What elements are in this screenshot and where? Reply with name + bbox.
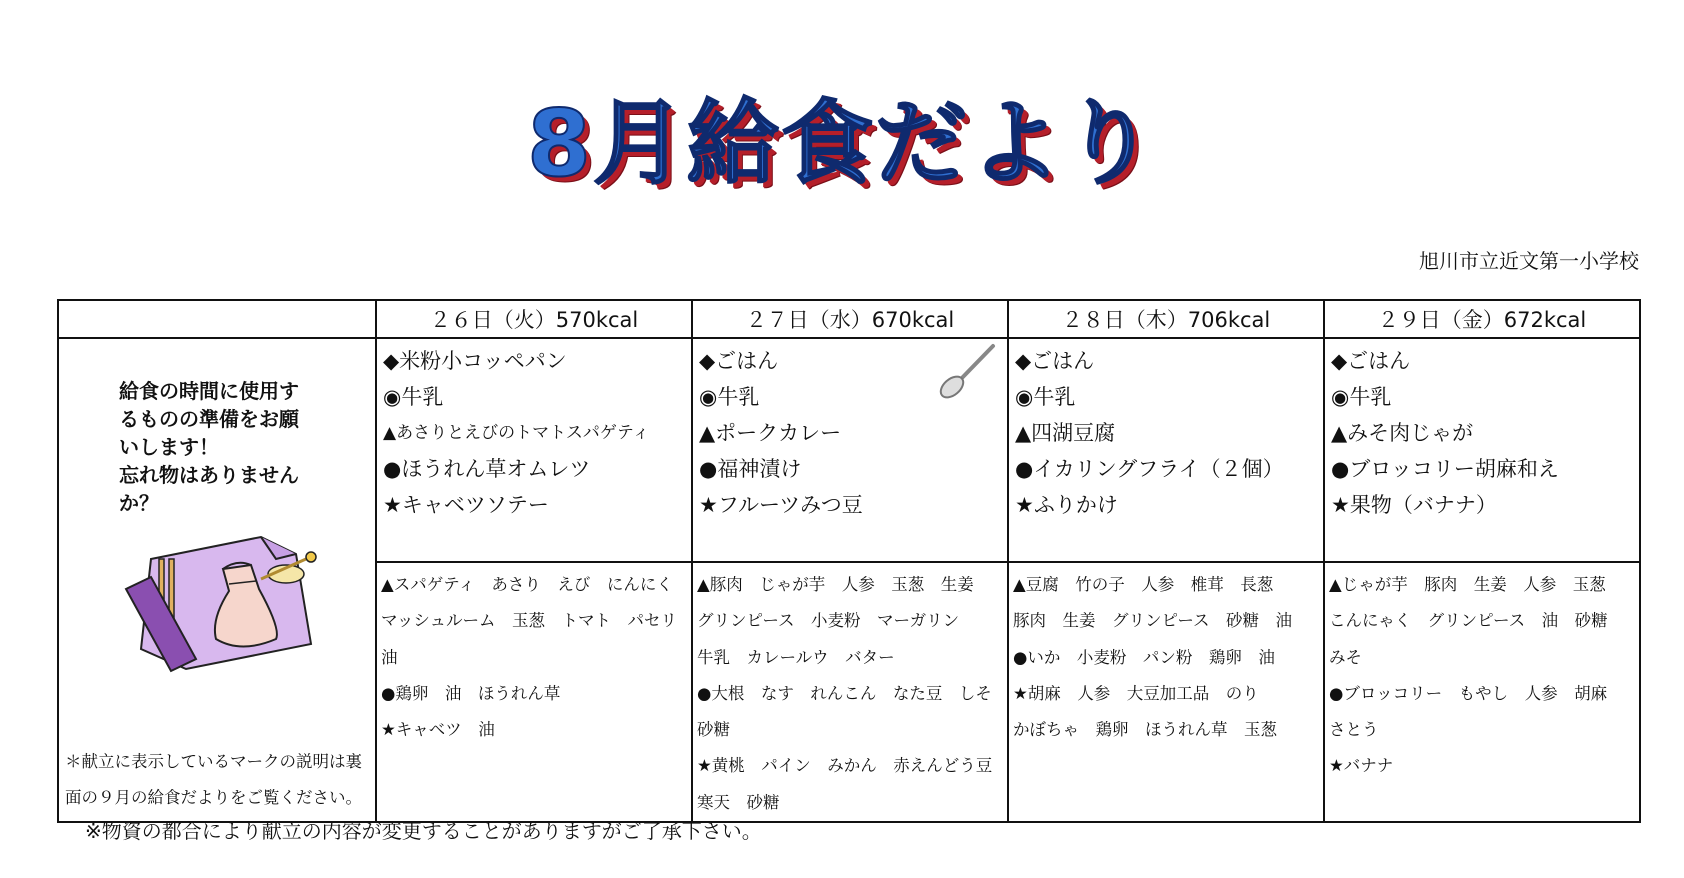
napkin-chopsticks-illustration: [111, 529, 331, 683]
ingredient-line: 牛乳 カレールウ バター: [697, 647, 895, 667]
header-row: [58, 300, 1640, 338]
ingredient-line: 豚肉 生姜 グリンピース 砂糖 油: [1013, 611, 1293, 631]
supply-change-notice: ※物資の都合により献立の内容が変更することがありますがご了承下さい。: [85, 819, 762, 843]
reminder-text: 給食の時間に使用す るものの準備をお願 いします！ 忘れ物はありません か？: [119, 379, 299, 515]
dishes-cell-29: [1324, 338, 1640, 562]
ingredient-line: 油: [381, 647, 398, 667]
mark-explanation-note: [65, 744, 362, 816]
dish-item: ◆ごはん: [1015, 349, 1095, 373]
school-name: 旭川市立近文第一小学校: [1419, 249, 1639, 273]
dish-item: ★ふりかけ: [1015, 493, 1118, 517]
ingredient-line: かぼちゃ 鶏卵 ほうれん草 玉葱: [1013, 720, 1277, 740]
dish-item: ★果物（バナナ）: [1331, 493, 1497, 517]
ingredient-line: ●ブロッコリー もやし 人参 胡麻: [1329, 683, 1608, 703]
mark-note-line: 面の９月の給食だよりをご覧ください。: [65, 788, 362, 807]
mark-note-line: ＊献立に表示しているマークの説明は裏: [65, 752, 362, 771]
ingredient-line: みそ: [1329, 647, 1362, 667]
dish-item: ●ほうれん草オムレツ: [383, 457, 591, 481]
menu-table: [57, 299, 1641, 823]
dish-item: ★キャベツソテー: [383, 493, 549, 517]
dish-item: ★フルーツみつ豆: [699, 493, 863, 517]
dish-item: ●イカリングフライ（２個）: [1015, 457, 1284, 481]
ingredient-line: 砂糖: [697, 720, 730, 740]
dishes-cell-26: [376, 338, 692, 562]
dish-item: ◉牛乳: [699, 385, 760, 409]
dish-item: ◉牛乳: [1015, 385, 1076, 409]
dish-item: ●ブロッコリー胡麻和え: [1331, 457, 1559, 481]
ingredient-line: マッシュルーム 玉葱 トマト パセリ: [381, 611, 678, 631]
side-note-cell: [58, 338, 376, 822]
dishes-row: [58, 338, 1640, 562]
dish-item: ◆ごはん: [699, 349, 779, 373]
dish-item: ▲みそ肉じゃが: [1331, 421, 1474, 445]
ingredients-cell-28: [1008, 562, 1324, 822]
ingredients-cell-26: [376, 562, 692, 822]
ingredient-line: ▲豚肉 じゃが芋 人参 玉葱 生姜: [697, 575, 974, 594]
ingredient-line: ★バナナ: [1329, 756, 1394, 776]
ingredient-line: グリンピース 小麦粉 マーガリン: [697, 611, 960, 631]
dish-item: ◆米粉小コッペパン: [383, 349, 567, 373]
ingredient-line: ★胡麻 人参 大豆加工品 のり: [1013, 683, 1259, 703]
day-header-28: ２８日（木）706kcal: [1008, 300, 1324, 338]
spoon-icon: [937, 341, 1001, 405]
day-header-29: ２９日（金）672kcal: [1324, 300, 1640, 338]
day-header-27: ２７日（水）670kcal: [692, 300, 1008, 338]
ingredient-line: 寒天 砂糖: [697, 792, 780, 812]
ingredient-line: ★キャベツ 油: [381, 720, 495, 740]
page-title: 8月給食だより: [526, 90, 1157, 197]
dishes-cell-28: [1008, 338, 1324, 562]
dish-item: ◆ごはん: [1331, 349, 1411, 373]
ingredient-line: ●いか 小麦粉 パン粉 鶏卵 油: [1013, 647, 1275, 667]
ingredients-cell-27: [692, 562, 1008, 822]
ingredient-line: ●鶏卵 油 ほうれん草: [381, 683, 561, 703]
ingredient-line: こんにゃく グリンピース 油 砂糖: [1329, 611, 1608, 631]
dishes-cell-27: [692, 338, 1008, 562]
ingredient-line: ●大根 なす れんこん なた豆 しそ: [697, 683, 992, 703]
dish-item: ◉牛乳: [1331, 385, 1392, 409]
dish-item: ▲ポークカレー: [699, 421, 842, 445]
ingredients-cell-29: [1324, 562, 1640, 822]
header-blank-cell: [58, 300, 376, 338]
dish-item: ▲四湖豆腐: [1015, 421, 1116, 445]
dish-item: ◉牛乳: [383, 385, 444, 409]
day-header-26: ２６日（火）570kcal: [376, 300, 692, 338]
dish-item: ●福神漬け: [699, 457, 802, 481]
ingredient-line: ★黄桃 パイン みかん 赤えんどう豆: [697, 756, 993, 776]
ingredient-line: ▲豆腐 竹の子 人参 椎茸 長葱: [1013, 575, 1274, 594]
ingredient-line: ▲じゃが芋 豚肉 生姜 人参 玉葱: [1329, 575, 1606, 594]
ingredient-line: さとう: [1329, 720, 1379, 740]
dish-item: ▲あさりとえびのトマトスパゲティ: [383, 423, 650, 443]
ingredient-line: ▲スパゲティ あさり えび にんにく: [381, 575, 673, 594]
